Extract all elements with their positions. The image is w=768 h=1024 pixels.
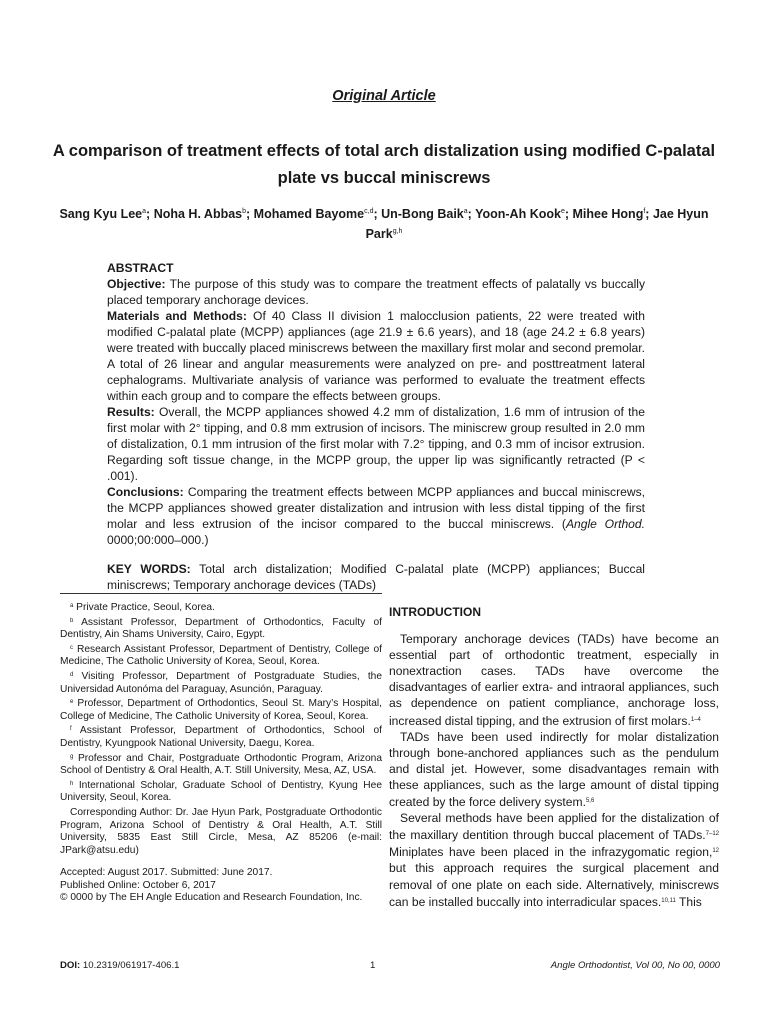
article-title: A comparison of treatment effects of total arch distalization using modified C-palatal plate vs buccal miniscrews <box>52 142 716 187</box>
affiliation-footnotes <box>60 600 382 905</box>
article-dates <box>60 867 382 905</box>
intro-paragraph: TADs have been used indirectly for molar distalization through bone-anchored appliances such as the pendulum and distal jet. However, some disadvantages remain with these appliances, such as the large amount of distal tipping created by the force delivery system.$^{5,6}$ <box>389 729 719 810</box>
intro-paragraph: Several methods have been applied for the distalization of the maxillary dentition through buccal placement of TADs.$^{7-12}$ Miniplates have been placed in the infrazygomatic region,$^{12}$ but this approach requires the surgical placement and removal of one plate on each side. Alternatively, miniscrews can be installed buccally into interradicular spaces.$^{10,11}$ This <box>389 811 719 909</box>
journal-info: Angle Orthodontist, Vol 00, No 00, 0000 <box>550 960 720 971</box>
abstract-methods: Materials and Methods: Of 40 Class II division 1 malocclusion patients, 22 were treated with modified C-palatal plate (MCPP) appliances (age 21.9 ± 6.6 years), and 18 (age 24.2 ± 6.8 years) were treated with buccally placed miniscrews between the maxillary first molar and second premolar. A total of 26 linear and angular measurements were analyzed on pre- and posttreatment lateral cephalograms. Multivariate analysis of variance was performed to evaluate the treatment effects within each group and to compare the effects between groups. <box>107 309 645 403</box>
footnote-divider <box>60 593 382 594</box>
author: Noha H. Abbas$^b$; <box>153 207 254 221</box>
footnote: $^a$ Private Practice, Seoul, Korea. <box>70 602 215 613</box>
footnote: $^d$ Visiting Professor, Department of Postgraduate Studies, the Universidad Autonóma del Paraguay, Asunción, Paraguay. <box>60 670 382 695</box>
footnote: $^b$ Assistant Professor, Department of Orthodontics, Faculty of Dentistry, Ain Shams University, Cairo, Egypt. <box>60 616 382 641</box>
article-type: Original Article <box>332 88 436 104</box>
footnote: $^g$ Professor and Chair, Postgraduate Orthodontic Program, Arizona School of Dentistry & Oral Health, A.T. Still University, Mesa, AZ, USA. <box>60 752 382 777</box>
doi: DOI: 10.2319/061917-406.1 <box>60 960 180 971</box>
accepted-date: Accepted: August 2017. Submitted: June 2017. <box>60 867 273 879</box>
abstract <box>107 260 645 593</box>
footnote: $^e$ Professor, Department of Orthodontics, Seoul St. Mary’s Hospital, College of Medicine, The Catholic University of Korea, Seoul, Korea. <box>60 698 382 722</box>
abstract-objective: Objective: The purpose of this study was to compare the treatment effects of palatally vs buccally placed temporary anchorage devices. <box>107 277 645 307</box>
author: Un-Bong Baik$^a$; <box>381 207 476 221</box>
author: Sang Kyu Lee$^a$; <box>59 207 154 221</box>
keywords: KEY WORDS: Total arch distalization; Modified C-palatal plate (MCPP) appliances; Buccal miniscrews; Temporary anchorage devices (TADs) <box>107 562 645 592</box>
introduction-heading: INTRODUCTION <box>389 605 481 619</box>
abstract-results: Results: Overall, the MCPP appliances showed 4.2 mm of distalization, 1.6 mm of intrusion of the first molar with 2° tipping, and 0.8 mm extrusion of incisors. The miniscrew group resulted in 2.0 mm of distalization, 0.1 mm intrusion of the first molar with 7.2° tipping, and 0.3 mm of incisor extrusion. Regarding soft tissue change, in the MCPP group, the upper lip was significantly retracted (P < .001). <box>107 405 645 483</box>
abstract-conclusions: Conclusions: Comparing the treatment effects between MCPP appliances and buccal miniscrews, the MCPP appliances showed greater distalization and intrusion with less distal tipping of the first molar and less extrusion of the incisor compared to the buccal miniscrews. (Angle Orthod. 0000;00:000–000.) <box>107 485 645 547</box>
introduction-section <box>389 604 719 910</box>
footnote: $^f$ Assistant Professor, Department of Orthodontics, School of Dentistry, Kyungpook National University, Daegu, Korea. <box>60 725 382 749</box>
author: Mihee Hong$^f$; <box>572 207 653 221</box>
author: Mohamed Bayome$^{c,d}$; <box>253 207 382 221</box>
page-footer <box>60 960 720 974</box>
intro-paragraph: Temporary anchorage devices (TADs) have become an essential part of orthodontic treatment, especially in nonextraction cases. TADs have overcome the disadvantages of earlier extra- and intraoral appliances, such as dependence on patient compliance, anchorage loss, increased distal tipping, and the extrusion of first molars.$^{1-4}$ <box>389 632 719 728</box>
footnote: $^c$ Research Assistant Professor, Department of Dentistry, College of Medicine, The Catholic University of Korea, Seoul, Korea. <box>60 643 382 668</box>
published-date: Published Online: October 6, 2017 <box>60 879 216 891</box>
corresponding-author: Corresponding Author: Dr. Jae Hyun Park, Postgraduate Orthodontic Program, Arizona School of Dentistry & Oral Health, A.T. Still University, 5835 East Still Circle, Mesa, AZ 85206 (e-mail: JPark@atsu.edu) <box>60 806 382 856</box>
author: Jae Hyun Park$^{g,h}$ <box>365 207 709 241</box>
author-list <box>40 203 728 243</box>
page-number: 1 <box>370 960 376 971</box>
author: Yoon-Ah Kook$^e$; <box>475 207 573 221</box>
abstract-heading: ABSTRACT <box>107 261 174 275</box>
copyright: © 0000 by The EH Angle Education and Research Foundation, Inc. <box>60 892 363 904</box>
footnote: $^h$ International Scholar, Graduate School of Dentistry, Kyung Hee University, Seoul, Korea. <box>60 779 382 804</box>
